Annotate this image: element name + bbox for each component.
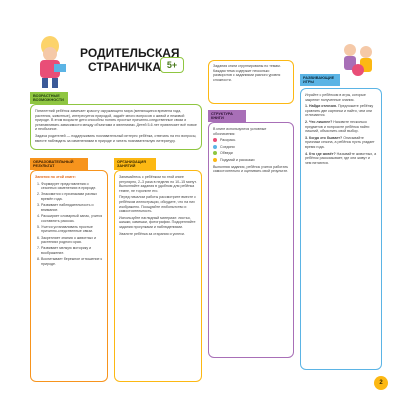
legend-item	[213, 145, 289, 150]
legend-item	[213, 151, 289, 156]
legend-icon	[213, 158, 217, 162]
legend-item	[213, 138, 289, 143]
book	[54, 64, 66, 72]
activities-list	[305, 104, 377, 165]
child-illustration	[30, 34, 70, 90]
activity-item	[305, 152, 377, 166]
activity-text: Описывайте признаки сезона, а ребёнок пусть угадает время года.	[305, 135, 375, 149]
activities-intro: Играйте с ребёнком в игры, которые закрепят полученные знания.	[305, 93, 366, 102]
legend-list	[213, 138, 289, 162]
structure-panel	[208, 122, 294, 358]
structure-tag-text: СТРУКТУРА КНИГИ	[211, 111, 233, 120]
activities-panel	[300, 88, 382, 370]
face	[43, 47, 57, 61]
organization-tag	[114, 158, 156, 170]
org-text-2: Перед началом работы рассмотрите вместе с ребёнком иллюстрации, обсудите, что на них изображено. Поощряйте любопытство и самостоятельность.	[119, 195, 196, 214]
result-item: 7. Развивает мелкую моторику и воображение.	[41, 246, 103, 255]
structure-text-2: В книге используются условные обозначения:	[213, 127, 267, 136]
structure-text-3: Выполняя задания, ребёнок учится работать самостоятельно и оценивать свой результат.	[213, 164, 289, 174]
activity-name: 4. Кто где живёт?	[305, 151, 337, 156]
age-possibilities-panel	[30, 104, 202, 150]
age-badge-text: 5+	[166, 60, 178, 70]
legend-icon	[213, 145, 217, 149]
activity-text: Назовите несколько предметов и попросите ребёнка найти лишний, объяснить свой выбор.	[305, 119, 370, 134]
activity-name: 2. Что лишнее?	[305, 119, 334, 124]
organization-panel	[114, 170, 202, 382]
page-number	[374, 376, 388, 390]
result-subtitle: Занятия по этой книге:	[35, 175, 76, 179]
legend-icon	[213, 138, 217, 142]
leg-right	[52, 78, 58, 88]
page-number-text: 2	[379, 380, 383, 386]
result-item: 6. Закрепляет знания о животных и растениях родного края.	[41, 236, 103, 245]
result-list	[35, 182, 103, 267]
result-tag	[30, 158, 88, 170]
page-title-line1: РОДИТЕЛЬСКАЯ	[80, 46, 180, 60]
activity-item	[305, 120, 377, 134]
result-tag-text: ОБРАЗОВАТЕЛЬНЫЙ РЕЗУЛЬТАТ	[33, 159, 74, 168]
result-panel	[30, 170, 108, 382]
legend-item	[213, 158, 289, 163]
children-illustration-right	[338, 40, 378, 78]
age-badge	[160, 57, 184, 73]
result-item: 8. Воспитывает бережное отношение к природе.	[41, 257, 103, 266]
age-text: Пятилетний ребёнок замечает красоту окружающего мира (меняющиеся времена года, растения, животные), интересуется природой, задаёт много вопросов о живой и неживой природе. В этом возрасте дети способны понять простые причинно-следственные связи и устанавливать зависимости между объектами и явлениями. Детей 5-6 лет привлекает всё новое и необычное.	[35, 109, 197, 132]
page-title-line2: СТРАНИЧКА	[88, 60, 162, 74]
legend-icon	[213, 151, 217, 155]
result-item: 2. Знакомится с признаками разных времён года.	[41, 192, 103, 201]
legend-label: Соедини	[220, 144, 235, 149]
org-text-3: Используйте наглядный материал: листья, шишки, камешки, фотографии. Подкрепляйте задания прогулками и наблюдениями.	[119, 215, 196, 229]
structure-top-panel	[208, 60, 294, 104]
result-item: 1. Формирует представления о сезонных изменениях в природе.	[41, 182, 103, 191]
structure-text-1: Задания книги сгруппированы по темам. Каждая тема содержит несколько разворотов с заданиями разного уровня сложности.	[213, 64, 281, 82]
result-item: 4. Расширяет словарный запас, учится составлять рассказ.	[41, 214, 103, 223]
structure-tag	[208, 110, 246, 122]
age-possibilities-tag	[30, 92, 68, 104]
activity-name: 3. Когда это бывает?	[305, 135, 344, 140]
result-item: 3. Развивает наблюдательность и внимание.	[41, 203, 103, 212]
organization-tag-text: ОРГАНИЗАЦИЯ ЗАНЯТИЙ	[117, 159, 146, 168]
activity-text: Предложите ребёнку сравнить две картинки и найти, чем они отличаются.	[305, 104, 374, 118]
org-text-4: Хвалите ребёнка за старания и успехи.	[119, 231, 185, 236]
activity-item	[305, 136, 377, 150]
activity-item	[305, 104, 377, 118]
leg-left	[42, 78, 48, 88]
activity-text: Называйте животных, а ребёнок рассказывает, где они живут и чем питаются.	[305, 151, 377, 165]
result-item: 5. Учится устанавливать простые причинно-следственные связи.	[41, 225, 103, 234]
activities-tag	[300, 74, 340, 86]
age-possibilities-tag-text: ВОЗРАСТНЫЕ ВОЗМОЖНОСТИ	[33, 93, 64, 102]
activities-tag-text: РАЗВИВАЮЩИЕ ИГРЫ	[303, 75, 335, 84]
activity-name: 1. Найди отличия.	[305, 104, 338, 109]
age-text-2: Задача родителей — поддерживать познавательный интерес ребёнка, отвечать на его вопросы, вместе наблюдать за изменениями в природе и читать познавательную литературу.	[35, 133, 197, 143]
legend-label: Раскрась	[220, 138, 236, 143]
legend-label: Подумай и расскажи	[220, 157, 255, 162]
org-text-1: Занимайтесь с ребёнком по этой книге регулярно, 2–3 раза в неделю по 10–15 минут. Выполняйте задания в удобном для ребёнка темпе, не торопите его.	[119, 175, 197, 193]
legend-label: Обведи	[220, 151, 233, 156]
